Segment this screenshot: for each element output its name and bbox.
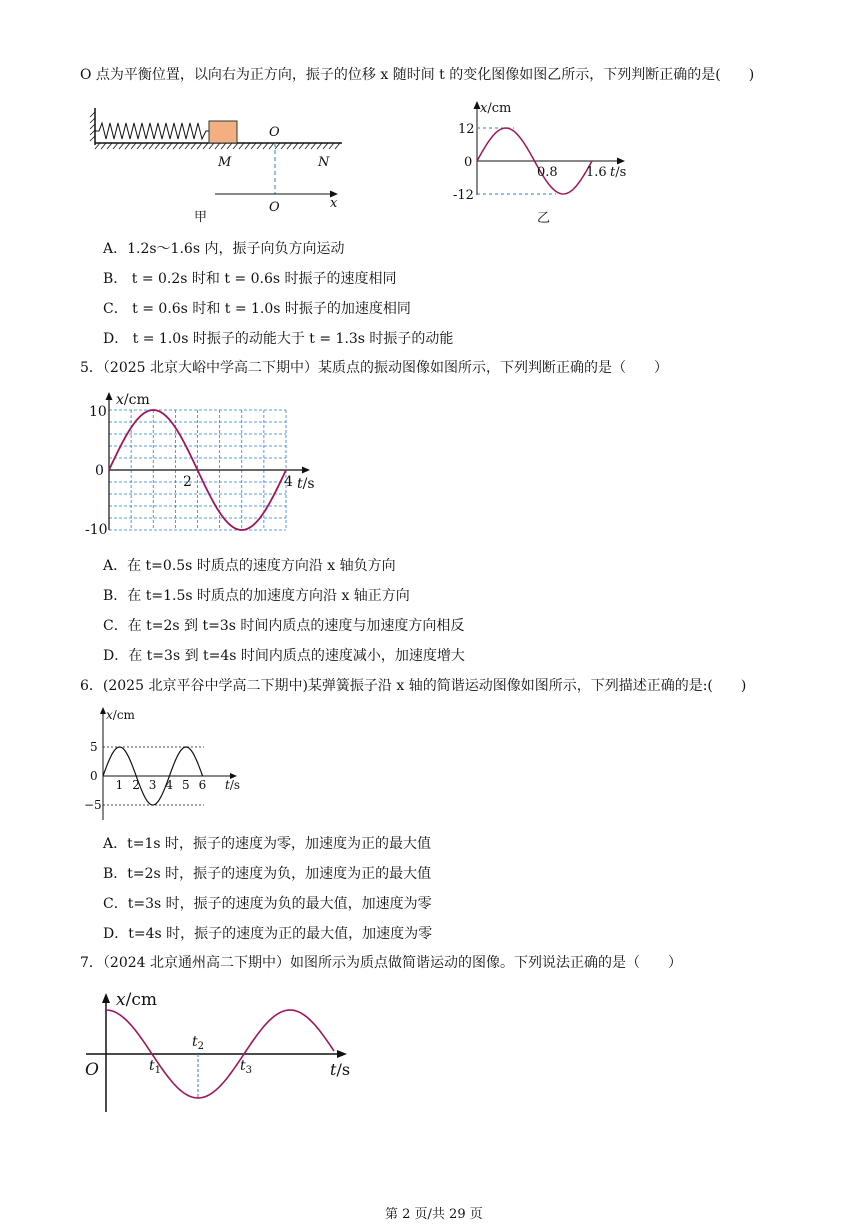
yi-y-top: 12 xyxy=(458,122,475,137)
q6-y-top: 5 xyxy=(90,740,98,754)
q7-origin: O xyxy=(85,1060,99,1080)
q6-xlabel: t/s xyxy=(225,778,241,792)
q6-tick-label: 1 xyxy=(115,778,124,792)
q6-tick-label: 2 xyxy=(132,778,140,792)
q6-tick-label: 4 xyxy=(165,778,174,792)
label-O-axis: O xyxy=(269,200,280,215)
q5-stem: 5．（2025 北京大峪中学高二下期中）某质点的振动图像如图所示，下列判断正确的是（ ） xyxy=(80,360,668,376)
q6-option-d: D．t=4s 时，振子的速度为正的最大值，加速度为零 xyxy=(103,926,433,942)
q5-xlabel: t/s xyxy=(297,476,315,492)
q6-y-bottom: −5 xyxy=(84,798,102,812)
yi-x-end: 1.6 xyxy=(586,165,607,180)
q4-option-b: B． t = 0.2s 时和 t = 0.6s 时振子的速度相同 xyxy=(103,271,397,287)
caption-yi: 乙 xyxy=(537,211,551,226)
q7-t1: $t_1$ xyxy=(149,1058,162,1076)
label-x-axis: x xyxy=(330,196,338,211)
yi-xlabel: t/s xyxy=(610,165,627,180)
q6-option-c: C．t=3s 时，振子的速度为负的最大值，加速度为零 xyxy=(103,896,432,912)
q7-stem: 7．（2024 北京通州高二下期中）如图所示为质点做简谐运动的图像。下列说法正确的是（ ） xyxy=(80,955,682,971)
q4-option-a: A．1.2s～1.6s 内，振子向负方向运动 xyxy=(103,241,345,257)
caption-jia: 甲 xyxy=(194,210,208,225)
q7-xlabel: t/s xyxy=(330,1060,351,1079)
label-M: M xyxy=(218,155,232,170)
q7-ylabel: x/cm xyxy=(116,990,157,1010)
q5-x-two: 2 xyxy=(183,474,192,490)
q6-ylabel: x/cm xyxy=(106,708,135,722)
q7-t3: $t_3$ xyxy=(240,1058,253,1076)
label-O-top: O xyxy=(269,125,280,140)
label-N: N xyxy=(318,155,330,170)
q6-y-zero: 0 xyxy=(90,769,98,783)
yi-y-zero: 0 xyxy=(464,155,473,170)
q5-option-d: D．在 t=3s 到 t=4s 时间内质点的速度减小，加速度增大 xyxy=(103,648,465,664)
q5-option-a: A．在 t=0.5s 时质点的速度方向沿 x 轴负方向 xyxy=(103,558,396,574)
q5-option-b: B．在 t=1.5s 时质点的加速度方向沿 x 轴正方向 xyxy=(103,588,410,604)
page-footer: 第 2 页/共 29 页 xyxy=(385,1207,483,1222)
q5-option-c: C．在 t=2s 到 t=3s 时间内质点的速度与加速度方向相反 xyxy=(103,618,465,634)
q5-x-four: 4 xyxy=(284,474,293,490)
q5-y-top: 10 xyxy=(89,404,107,420)
q6-option-a: A．t=1s 时，振子的速度为零，加速度为正的最大值 xyxy=(103,836,432,852)
yi-ylabel: x/cm xyxy=(480,101,512,116)
q6-tick-label: 6 xyxy=(198,778,207,792)
yi-y-bottom: -12 xyxy=(453,188,474,203)
q6-tick-label: 3 xyxy=(148,778,157,792)
yi-x-mid: 0.8 xyxy=(537,165,558,180)
q5-y-zero: 0 xyxy=(95,463,104,479)
q6-option-b: B．t=2s 时，振子的速度为负，加速度为正的最大值 xyxy=(103,866,432,882)
q4-option-d: D． t = 1.0s 时振子的动能大于 t = 1.3s 时振子的动能 xyxy=(103,331,454,347)
q4-stem: O 点为平衡位置，以向右为正方向，振子的位移 x 随时间 t 的变化图像如图乙所示，下列判断正确的是( ) xyxy=(80,67,755,83)
q4-option-c: C． t = 0.6s 时和 t = 1.0s 时振子的加速度相同 xyxy=(103,301,411,317)
q7-t2: $t_2$ xyxy=(192,1034,205,1052)
q6-tick-label: 5 xyxy=(182,778,190,792)
q5-y-bottom: -10 xyxy=(85,522,108,538)
q6-stem: 6．(2025 北京平谷中学高二下期中)某弹簧振子沿 x 轴的简谐运动图像如图所示，下列描述正确的是:( ) xyxy=(80,678,747,694)
q5-ylabel: x/cm xyxy=(116,392,150,408)
